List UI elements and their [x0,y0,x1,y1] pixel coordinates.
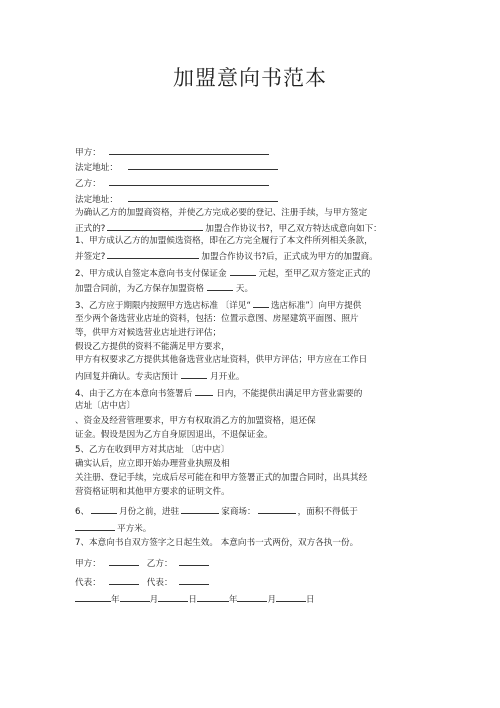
clause2-line-2 [75,281,253,295]
clause2-text-b: 元起，至甲乙双方签定正式的 [258,269,371,279]
date-year-a-blank [75,592,111,602]
clause4-days-blank [195,386,213,396]
date-year-a-label: 年 [111,595,120,605]
clause2-text-d: 天。 [235,284,254,294]
date-month-a-blank [120,592,150,602]
clause6-area-blank [75,521,115,531]
clause1-blank [107,249,199,259]
party-b-blank [109,176,269,186]
party-b-signature-label: 乙方： [146,559,173,569]
clause5-line-2: 确实认后，应立即开始办理营业执照及相 [75,459,230,469]
clause2-line-1 [75,266,370,280]
document-title: 加盟意向书范本 [173,66,327,90]
rep-b-blank [179,575,209,585]
party-b-field [75,176,269,190]
clause3-line-6 [75,369,245,383]
clause4-line-1 [75,386,362,400]
intro-text-a: 正式的? [75,224,106,234]
date-day-a-blank [158,592,188,602]
clause6-text-a: 6、 [75,507,90,517]
address-a-label: 法定地址： [75,163,118,173]
clause4-text-b: 日内，不能提供出满足甲方营业需要的 [216,389,363,399]
party-a-blank [109,145,269,155]
date-day-a-label: 日 [188,595,197,605]
address-b-label: 法定地址： [75,195,118,205]
clause3-text-c: 内回复并确认。专卖店预计 [75,372,179,382]
clause3-standard-blank [253,298,269,308]
clause3-text-d: 月开业。 [210,372,245,382]
clause3-line-2: 至少两个备选营业店址的资料，包括：位置示意图、房屋建筑平面图、照片 [75,314,359,324]
clause1-line-1: 1、甲方成认乙方的加盟候选资格，即在乙方完全履行了本文件所列相关条款， [75,236,373,246]
party-a-signature-label: 甲方： [75,559,101,569]
clause6-line-1 [75,504,358,518]
clause3-line-5: 甲方有权要求乙方提供其他备选营业店址资料，供甲方评估；甲方应在工作日 [75,355,368,365]
date-day-b-blank [276,592,306,602]
intro-line-1: 为确认乙方的加盟商资格，并使乙方完成必要的登记、注册手续，与甲方签定 [75,208,368,218]
rep-b-label: 代表： [146,578,173,588]
party-a-label: 甲方： [75,148,101,158]
clause4-line-3: 、资金及经营管理要求，甲方有权取消乙方的加盟资格，退还保 [75,416,316,426]
clause3-text-b: 选店标准”〕向甲方提供 [270,301,362,311]
clause7-line-1: 7、本意向书自双方签字之日起生效。 本意向书一式两份，双方各执一份。 [75,538,359,548]
date-line [75,592,315,606]
party-a-field [75,145,269,159]
clause6-text-c: 家商场： [221,507,256,517]
signature-parties-line [75,556,209,570]
clause6-text-b: 月份之前，进驻 [119,507,180,517]
clause2-days-blank [207,281,233,291]
address-b-blank [128,192,278,202]
clause3-text-a: 3、乙方应于期限内按照甲方选店标准 〔详见“ [75,301,251,311]
clause2-text-c: 加盟合同前，为乙方保存加盟资格 [75,284,204,294]
intro-line-2 [75,221,382,235]
clause5-line-4: 营资格证明和其他甲方要求的证明文件。 [75,487,230,497]
date-year-b-label: 年 [228,595,238,605]
clause5-line-1: 5、乙方在收到甲方对其店址 〔店中店〕 [75,445,230,455]
clause1-text-b: 加盟合作协议书?后，正式成为甲方的加盟商。 [201,252,378,262]
clause4-text-a: 4、由于乙方在本意向书签署后 [75,389,193,399]
clause6-line-2 [75,521,151,535]
date-month-a-label: 月 [149,595,159,605]
party-b-signature-blank [179,556,209,566]
clause6-mall-name-blank [258,504,296,514]
address-b-field [75,192,278,206]
party-a-signature-blank [109,556,139,566]
address-a-blank [128,160,278,170]
clause3-line-3: 等，供甲方对候选营业店址进行评估； [75,328,222,338]
clause1-text-a: 并签定? [75,252,106,262]
date-month-b-blank [237,592,267,602]
date-day-b-label: 日 [306,595,315,605]
clause4-line-4: 证金。假设是因为乙方自身原因退出，不退保证金。 [75,430,273,440]
clause6-text-d: ，面积不得低于 [297,507,358,517]
clause3-month-blank [181,369,207,379]
signature-representatives-line [75,575,209,589]
address-a-field [75,160,278,174]
clause6-month-blank [91,504,117,514]
date-month-b-label: 月 [267,595,277,605]
party-b-label: 乙方： [75,179,101,189]
clause4-line-2: 店址〔店中店〕 [75,401,136,411]
clause3-line-4: 假设乙方提供的资料不能满足甲方要求， [75,342,230,352]
clause2-text-a: 2、甲方成认自签定本意向书支付保证金 [75,269,227,279]
clause6-malls-blank [181,504,219,514]
clause3-line-1 [75,298,361,312]
clause1-line-2 [75,249,378,263]
clause6-text-e: 平方米。 [117,524,152,534]
clause5-line-3: 关注册、登记手续，完成后尽可能在和甲方签署正式的加盟合同时，出具其经 [75,473,368,483]
rep-a-blank [109,575,139,585]
intro-text-b: 加盟合作协议书?，甲乙双方特达成意向如下： [205,224,382,234]
rep-a-label: 代表： [75,578,101,588]
date-year-b-blank [197,592,229,602]
intro-blank [107,221,203,231]
clause2-deposit-blank [230,266,256,276]
